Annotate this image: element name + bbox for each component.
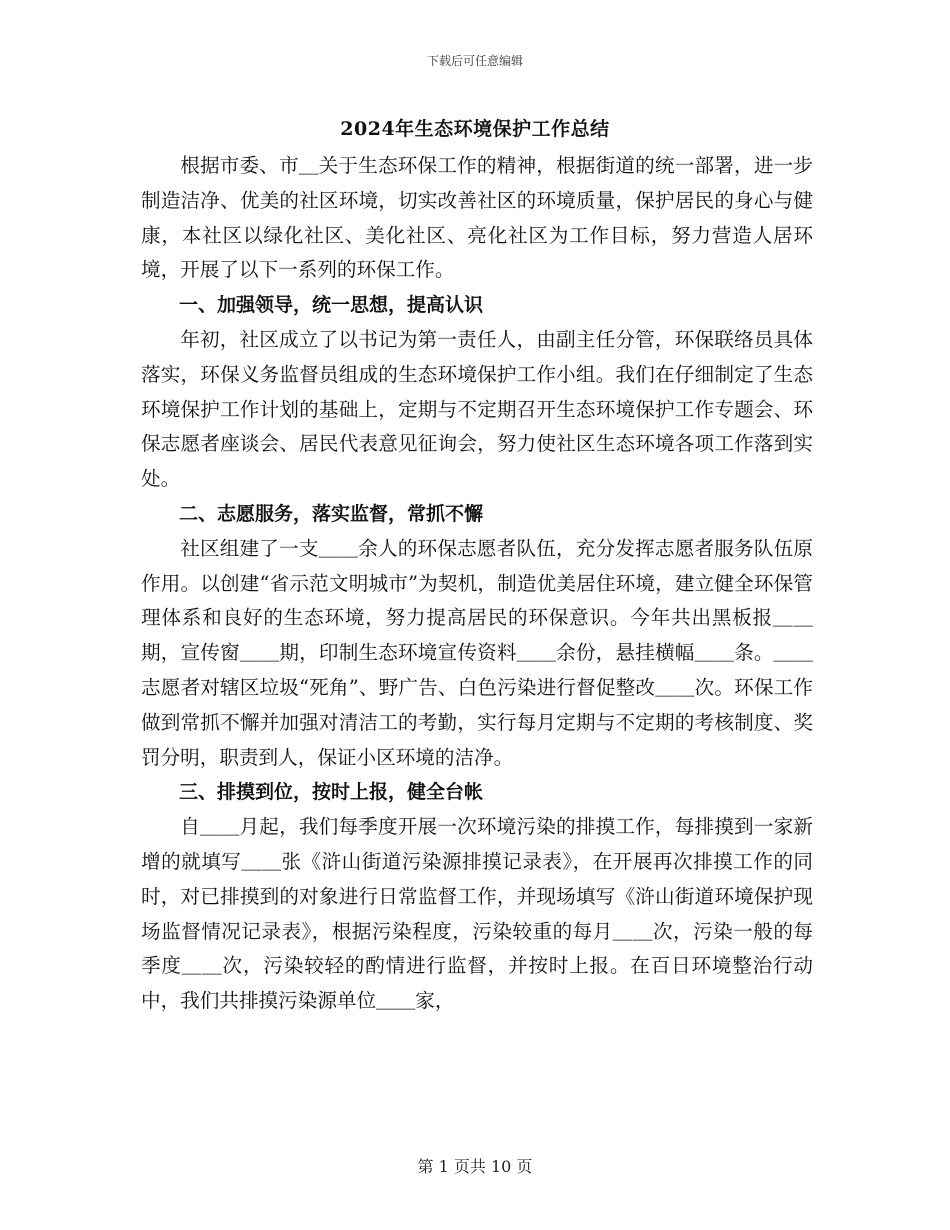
document-body [141, 149, 813, 1019]
page-header-note: 下载后可任意编辑 [426, 54, 523, 68]
section-3-paragraph: 自＿＿月起，我们每季度开展一次环境污染的排摸工作，每排摸到一家新增的就填写＿＿张《浒山街道污染源排摸记录表》，在开展再次排摸工作的同时，对已排摸到的对象进行日常监督工作，并现场填写《浒山街道环境保护现场监督情况记录表》，根据污染程度，污染较重的每月＿＿次，污染一般的每季度＿＿次，污染较轻的酌情进行监督，并按时上报。在百日环境整治行动中，我们共排摸污染源单位＿＿家， [141, 815, 813, 1013]
section-heading-1: 一、加强领导，统一思想，提高认识 [179, 294, 484, 317]
section-heading-2: 二、志愿服务，落实监督，常抓不懈 [179, 502, 484, 525]
document-title: 2024年生态环境保护工作总结 [340, 118, 610, 140]
page-footer-number: 第 1 页共 10 页 [417, 1157, 533, 1176]
intro-paragraph: 根据市委、市＿关于生态环保工作的精神，根据街道的统一部署，进一步制造洁净、优美的社区环境，切实改善社区的环境质量，保护居民的身心与健康，本社区以绿化社区、美化社区、亮化社区为工作目标，努力营造人居环境，开展了以下一系列的环保工作。 [141, 154, 813, 282]
section-2-paragraph: 社区组建了一支＿＿余人的环保志愿者队伍，充分发挥志愿者服务队伍原作用。以创建“省示范文明城市”为契机，制造优美居住环境，建立健全环保管理体系和良好的生态环境，努力提高居民的环保意识。今年共出黑板报＿＿期，宣传窗＿＿期，印制生态环境宣传资料＿＿余份，悬挂横幅＿＿条。＿＿志愿者对辖区垃圾“死角”、野广告、白色污染进行督促整改＿＿次。环保工作做到常抓不懈并加强对清洁工的考勤，实行每月定期与不定期的考核制度、奖罚分明，职责到人，保证小区环境的洁净。 [141, 536, 813, 769]
section-1-paragraph: 年初，社区成立了以书记为第一责任人，由副主任分管，环保联络员具体落实，环保义务监督员组成的生态环境保护工作小组。我们在仔细制定了生态环境保护工作计划的基础上，定期与不定期召开生态环境保护工作专题会、环保志愿者座谈会、居民代表意见征询会，努力使社区生态环境各项工作落到实处。 [141, 327, 813, 491]
section-heading-3: 三、排摸到位，按时上报，健全台帐 [179, 781, 484, 804]
